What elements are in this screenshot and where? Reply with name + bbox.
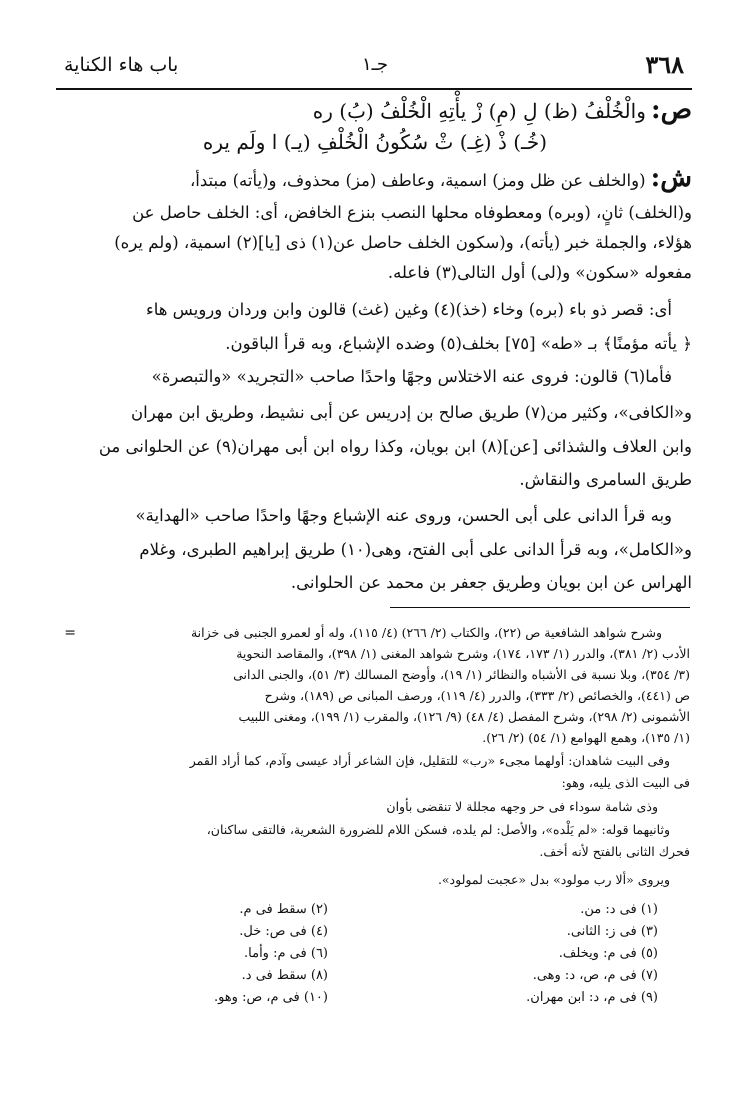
verse-line-2: (خُـ) ذْ (غِـ) ثْ سُكُونُ الْخُلْفِ (يـ) ا ولَم يره [202,130,548,154]
notes-row [82,902,658,924]
notes-row [82,990,658,1012]
commentary-line-12: و«الكامل»، وبه قرأ الدانى على أبى الفتح، وهى(١٠) طريق إبراهيم الطبرى، وغلام [139,540,692,559]
footnote-divider [390,607,690,608]
note-8: (٨) سقط فى د. [241,968,328,983]
footnote-line-4: ص (٤٤١)، والخصائص (٢/ ٣٣٣)، والدرر (٤/ ١١٩)، ورصف المبانى ص (١٨٩)، وشرح [264,688,690,703]
apparatus-notes [82,902,658,1012]
running-header [60,50,690,90]
commentary-line-11: وبه قرأ الدانى على أبى الحسن، وروى عنه الإشباع وجهًا واحدًا صاحب «الهداية» [135,506,672,525]
note-9: (٩) فى م، د: ابن مهران. [526,990,658,1005]
verse-label: ص: [650,95,692,125]
footnote-line-5: الأشمونى (٢/ ٢٩٨)، وشرح المفصل (٤/ ٤٨) (٩/ ١٢٦)، والمقرب (١/ ١٩٩)، ومغنى اللبيب [238,709,690,724]
chapter-title: باب هاء الكناية [64,54,179,76]
footnote-line-7: وفى البيت شاهدان: أولهما مجىء «رب» للتقليل، فإن الشاعر أراد عيسى وآدم، كما أراد القمر [189,753,670,768]
commentary-line-4: مفعوله «سكون» و(لى) أول التالى(٣) فاعله. [387,263,692,282]
verse-line-1 [313,95,692,125]
note-6: (٦) فى م: وأما. [244,946,328,961]
footnote-line-11: فحرك الثانى بالفتح لأنه أخف. [539,844,690,859]
commentary-line-13: الهراس عن ابن بويان وطريق جعفر بن محمد عن الحلوانى. [290,573,692,592]
commentary-line-1 [190,163,692,193]
commentary-text: (والخلف عن ظل ومز) اسمية، وعاطف (مز) محذوف، و(يأته) مبتدأ، [189,171,646,190]
footnote-line-10: وثانيهما قوله: «لم يَلْده»، والأصل: لم يلده، فسكن اللام للضرورة الشعرية، فالتقى ساكنان، [206,822,670,837]
footnote-line-8: فى البيت الذى يليه، وهو: [561,775,690,790]
note-5: (٥) فى م: ويخلف. [558,946,658,961]
footnote-poem-line: وذى شامة سوداء فى حر وجهه مجللة لا تنقضى بأوان [386,799,658,814]
note-10: (١٠) فى م، ص: وهو. [213,990,328,1005]
note-2: (٢) سقط فى م. [239,902,328,917]
notes-row [82,946,658,968]
commentary-line-3: هؤلاء، والجملة خبر (يأته)، و(سكون الخلف حاصل عن(١) ذى [يا](٢) اسمية، (ولم يره) [114,233,692,252]
commentary-line-9: وابن العلاف والشذائى [عن](٨) ابن بويان، وكذا رواه ابن أبى مهران(٩) عن الحلوانى من [98,437,692,456]
commentary-line-8: و«الكافى»، وكثير من(٧) طريق صالح بن إدريس عن أبى نشيط، وطريق ابن مهران [131,403,692,422]
commentary-line-5: أى: قصر ذو باء (بره) وخاء (خذ)(٤) وغين (غث) قالون وابن وردان ورويس هاء [145,300,672,319]
notes-row [82,924,658,946]
commentary-line-6: ﴿ يأته مؤمنًا﴾ بـ «طه» [٧٥] بخلف(٥) وضده الإشباع، وبه قرأ الباقون. [225,334,692,353]
footnote-line-2: الأدب (٢/ ٣٨١)، والدرر (١/ ١٧٣، ١٧٤)، وشرح شواهد المغنى (١/ ٣٩٨)، والمقاصد النحوية [236,646,690,661]
note-4: (٤) فى ص: خل. [239,924,328,939]
notes-row [82,968,658,990]
commentary-label: ش: [650,163,692,193]
footnote-line-1: وشرح شواهد الشافعية ص (٢٢)، والكتاب (٢/ ٢٦٦) (٤/ ١١٥)، وله أو لعمرو الجنبى فى خزانة [190,625,662,640]
note-3: (٣) فى ز: الثانى. [566,924,658,939]
footnote-line-6: (١/ ١٣٥)، وهمع الهوامع (١/ ٥٤) (٢/ ٢٦). [482,730,690,745]
commentary-line-10: طريق السامرى والنقاش. [519,470,692,489]
volume-label: جـ١ [361,54,389,75]
commentary-line-2: و(الخلف) ثانٍ، (وبره) ومعطوفاه محلها النصب بنزع الخافض، أى: الخلف حاصل عن [132,203,692,222]
footnote-line-12: ويروى «ألا رب مولود» بدل «عجبت لمولود». [437,872,670,887]
header-divider [56,88,692,90]
commentary-line-7: فأما(٦) قالون: فروى عنه الاختلاس وجهًا واحدًا صاحب «التجريد» «والتبصرة» [151,367,672,386]
verse-text: والْخُلْفُ (ظ) لِ (مِ) زْ يأْتِهِ الْخُلْفُ (بُ) ره [312,99,646,123]
note-1: (١) فى د: من. [580,902,658,917]
footnote-line-3: (٣/ ٣٥٤)، وبلا نسبة فى الأشباه والنظائر (١/ ١٩)، وأوضح المسالك (٣/ ٥١)، والجنى الدانى [233,667,690,682]
footnote-continuation-marker: = [64,625,76,641]
page-number: ٣٦٨ [645,50,684,79]
note-7: (٧) فى م، ص، د: وهى. [532,968,658,983]
